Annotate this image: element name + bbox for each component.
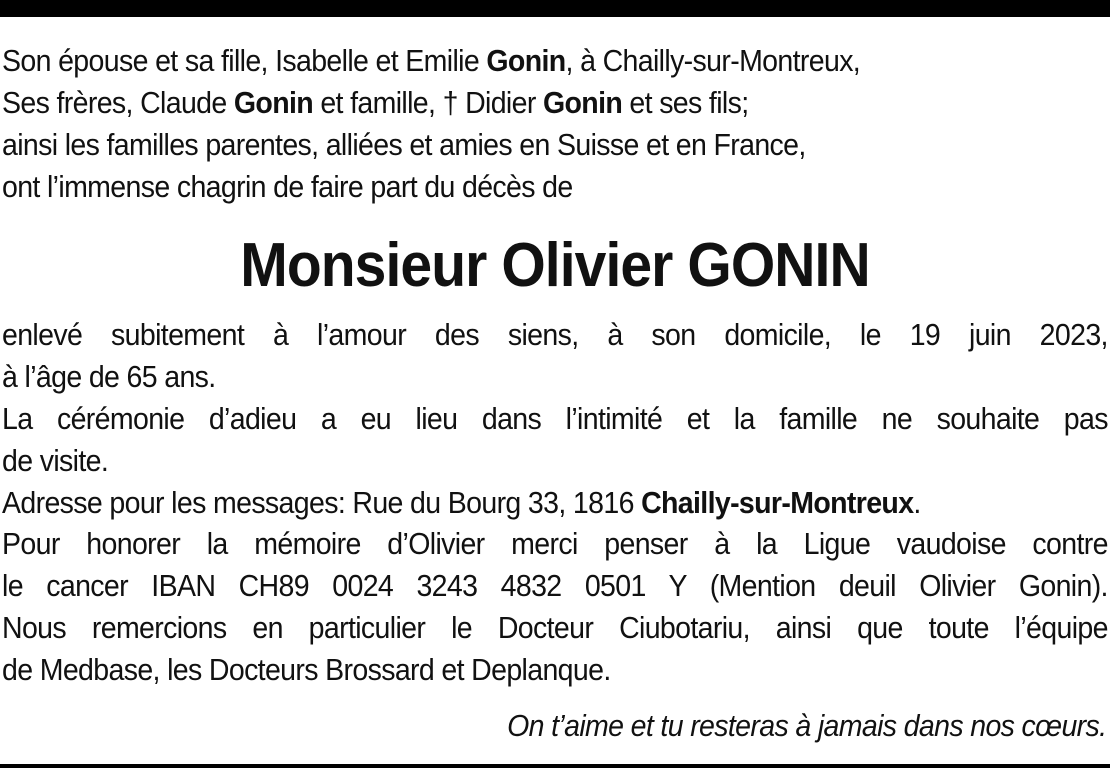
family-surname: Gonin — [486, 43, 566, 78]
intro-line-4: ont l’immense chagrin de faire part du décès de — [2, 169, 573, 204]
body-line-9: de Medbase, les Docteurs Brossard et Deplanque. — [2, 652, 611, 688]
intro-line-3: ainsi les familles parentes, alliées et amies en Suisse et en France, — [2, 127, 806, 162]
family-announcement — [2, 40, 1020, 208]
address-locality: Chailly-sur-Montreux — [641, 484, 914, 520]
message-address-line: Adresse pour les messages: Rue du Bourg 33, 1816 Chailly-sur-Montreux. — [2, 484, 921, 520]
body-line-3: La cérémonie d’adieu a eu lieu dans l’intimité et la famille ne souhaite pas — [2, 400, 1108, 436]
body-line-6: Pour honorer la mémoire d’Olivier merci penser à la Ligue vaudoise contre — [2, 526, 1108, 562]
closing-dedication: On t’aime et tu resteras à jamais dans nos cœurs. — [506, 708, 1106, 743]
body-line-4: de visite. — [2, 442, 109, 478]
intro-line-2: Ses frères, Claude Gonin et famille, † Didier Gonin et ses fils; — [2, 85, 749, 120]
intro-line-1: Son épouse et sa fille, Isabelle et Emilie Gonin, à Chailly-sur-Montreux, — [2, 43, 861, 78]
body-line-8: Nous remercions en particulier le Docteur Ciubotariu, ainsi que toute l’équipe — [2, 610, 1108, 646]
family-surname: Gonin — [233, 85, 314, 120]
family-surname: Gonin — [542, 85, 623, 120]
body-line-1: enlevé subitement à l’amour des siens, à son domicile, le 19 juin 2023, — [2, 317, 1108, 352]
bottom-border-rule — [0, 764, 1110, 768]
obituary-body — [2, 314, 1108, 691]
deceased-name-heading: Monsieur Olivier GONIN — [240, 231, 870, 300]
top-border-rule — [0, 0, 1110, 17]
donation-iban-line: le cancer IBAN CH89 0024 3243 4832 0501 Y (Mention deuil Olivier Gonin). — [2, 568, 1108, 604]
body-line-2: à l’âge de 65 ans. — [2, 358, 216, 394]
